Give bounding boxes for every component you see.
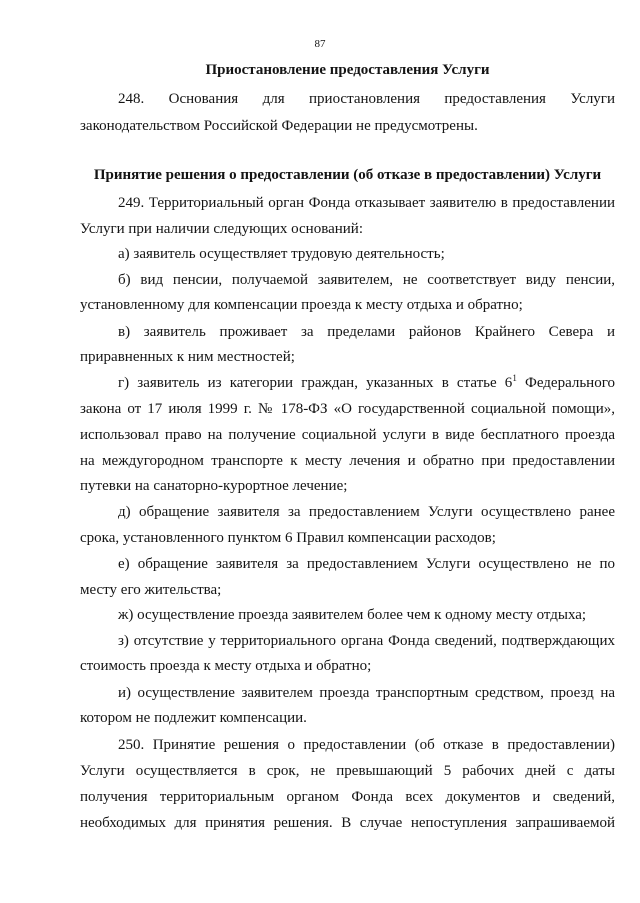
item-i-line-1: и) осуществление заявителем проезда транспортным средством, проезд на [118, 685, 615, 701]
item-f-line-2: месту его жительства; [80, 582, 222, 598]
item-d-line-2: закона от 17 июля 1999 г. № 178-ФЗ «О государственной социальной помощи», [80, 401, 615, 417]
item-e-line-2: срока, установленного пунктом 6 Правил компенсации расходов; [80, 530, 496, 546]
item-h-line-2: стоимость проезда к месту отдыха и обратно; [80, 658, 372, 674]
item-d-line-3: использовал право на получение социальной услуги в виде бесплатного проезда [80, 427, 615, 443]
page-number: 87 [314, 38, 326, 50]
item-d-line-1-text: г) заявитель из категории граждан, указанных в статье 6 [118, 375, 513, 391]
item-b-line-1: б) вид пенсии, получаемой заявителем, не соответствует виду пенсии, [118, 272, 615, 288]
paragraph-248-line-1: 248. Основания для приостановления предоставления Услуги [118, 91, 615, 107]
item-d-superscript: 1 [512, 373, 517, 383]
item-f-line-1: е) обращение заявителя за предоставлением Услуги осуществлено не по [118, 556, 615, 572]
item-h-line-1: з) отсутствие у территориального органа Фонда сведений, подтверждающих [118, 633, 615, 649]
paragraph-249-line-1: 249. Территориальный орган Фонда отказывает заявителю в предоставлении [118, 195, 615, 211]
item-c-line-2: приравненных к ним местностей; [80, 349, 295, 365]
item-a-line-1: а) заявитель осуществляет трудовую деятельность; [118, 246, 445, 262]
item-d-line-1 [118, 374, 615, 392]
paragraph-248-line-2: законодательством Российской Федерации не предусмотрены. [80, 118, 478, 134]
paragraph-250-line-3: получения территориальным органом Фонда всех документов и сведений, [80, 789, 615, 805]
section-heading-suspension: Приостановление предоставления Услуги [205, 62, 490, 78]
item-g-line-1: ж) осуществление проезда заявителем более чем к одному месту отдыха; [118, 607, 587, 623]
section-heading-decision: Принятие решения о предоставлении (об отказе в предоставлении) Услуги [93, 167, 602, 183]
item-e-line-1: д) обращение заявителя за предоставлением Услуги осуществлено ранее [118, 504, 615, 520]
item-d-line-5: путевки на санаторно-курортное лечение; [80, 478, 348, 494]
item-d-line-1-tail: Федерального [516, 375, 615, 391]
paragraph-250-line-2: Услуги осуществляется в срок, не превышающий 5 рабочих дней с даты [80, 763, 615, 779]
paragraph-249-line-2: Услуги при наличии следующих оснований: [80, 221, 363, 237]
item-d-line-4: на междугородном транспорте к месту лечения и обратно при предоставлении [80, 453, 615, 469]
item-b-line-2: установленному для компенсации проезда к месту отдыха и обратно; [80, 297, 523, 313]
paragraph-250-line-1: 250. Принятие решения о предоставлении (об отказе в предоставлении) [118, 737, 615, 753]
item-c-line-1: в) заявитель проживает за пределами районов Крайнего Севера и [118, 324, 615, 340]
item-i-line-2: котором не подлежит компенсации. [80, 710, 307, 726]
paragraph-250-line-4: необходимых для принятия решения. В случае непоступления запрашиваемой [80, 815, 615, 831]
